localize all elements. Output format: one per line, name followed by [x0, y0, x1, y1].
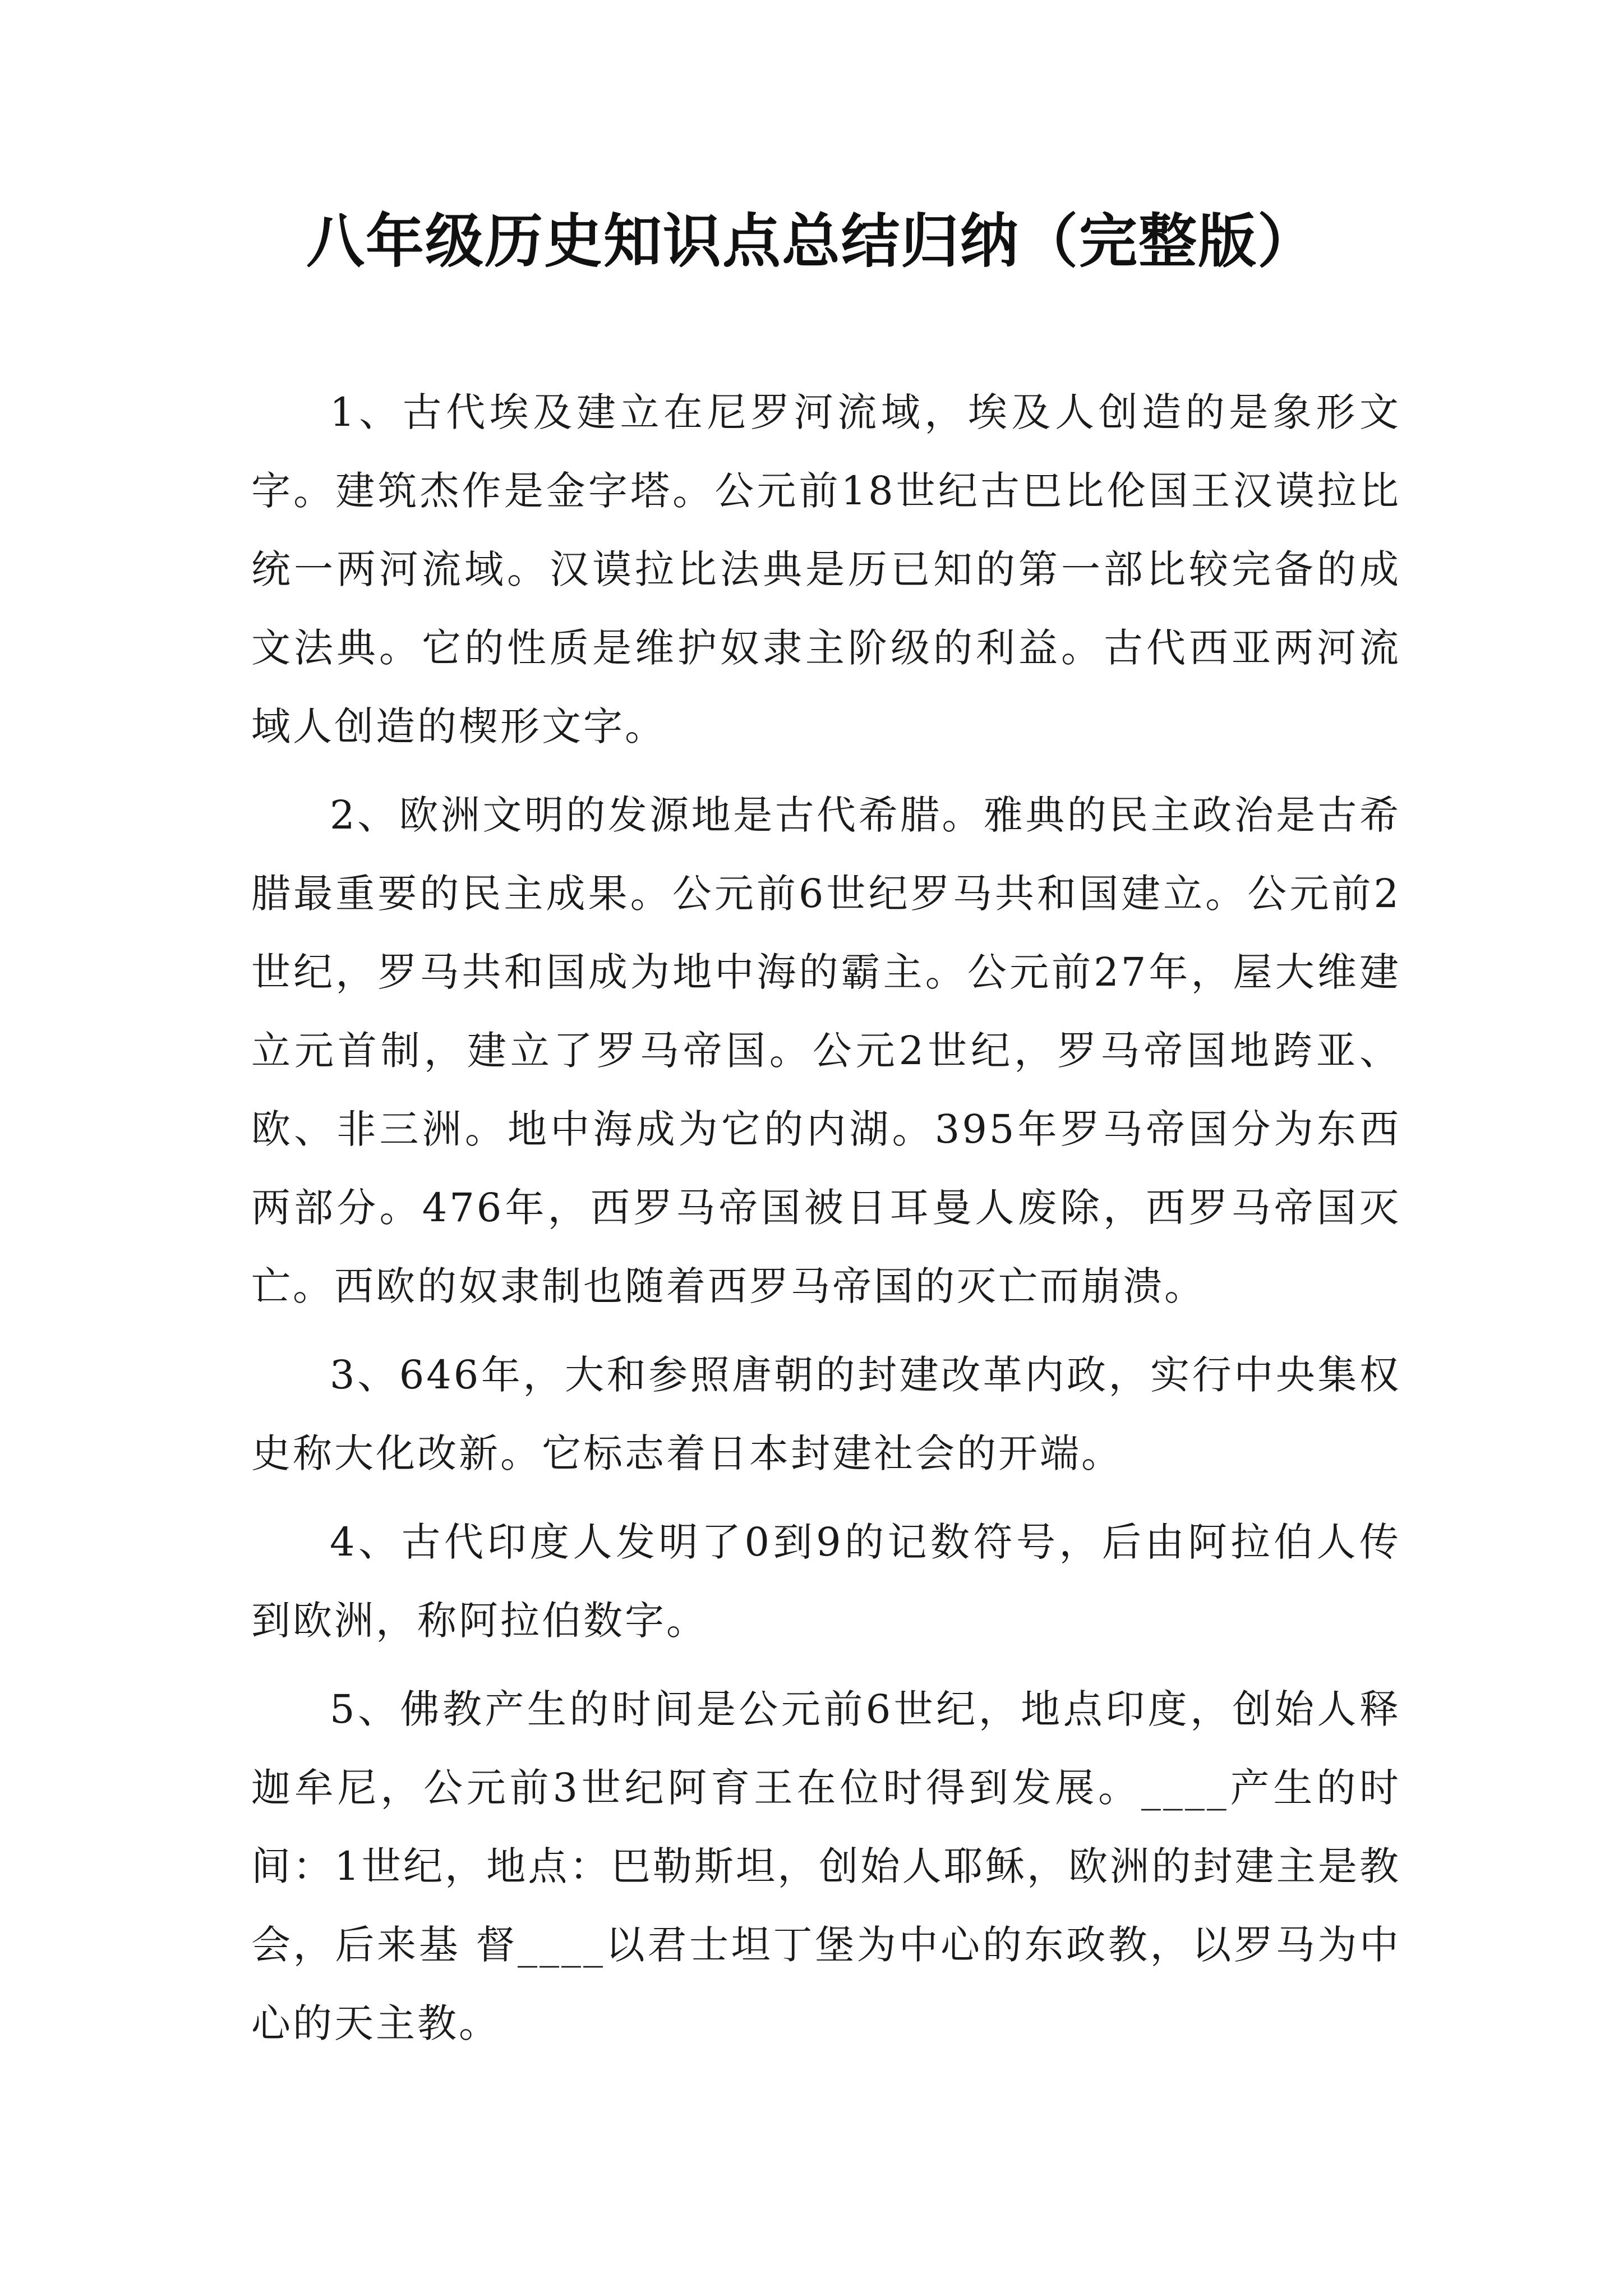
document-body [251, 373, 1401, 2073]
paragraph-5: 5、佛教产生的时间是公元前6世纪，地点印度，创始人释迦牟尼，公元前3世纪阿育王在位时得到发展。____产生的时间：1世纪，地点：巴勒斯坦，创始人耶稣，欧洲的封建主是教会，后来基 督____以君士坦丁堡为中心的东政教，以罗马为中心的天主教。 [251, 1686, 1401, 2046]
paragraph-1: 1、古代埃及建立在尼罗河流域，埃及人创造的是象形文字。建筑杰作是金字塔。公元前18世纪古巴比伦国王汉谟拉比统一两河流域。汉谟拉比法典是历已知的第一部比较完备的成文法典。它的性质是维护奴隶主阶级的利益。古代西亚两河流域人创造的楔形文字。 [251, 389, 1401, 749]
paragraph-4: 4、古代印度人发明了0到9的记数符号，后由阿拉伯人传到欧洲，称阿拉伯数字。 [251, 1519, 1401, 1644]
paragraph-2: 2、欧洲文明的发源地是古代希腊。雅典的民主政治是古希腊最重要的民主成果。公元前6世纪罗马共和国建立。公元前2世纪，罗马共和国成为地中海的霸主。公元前27年，屋大维建立元首制，建立了罗马帝国。公元2世纪，罗马帝国地跨亚、欧、非三洲。地中海成为它的内湖。395年罗马帝国分为东西两部分。476年，西罗马帝国被日耳曼人废除，西罗马帝国灭亡。西欧的奴隶制也随着西罗马帝国的灭亡而崩溃。 [251, 792, 1401, 1309]
paragraph-3: 3、646年，大和参照唐朝的封建改革内政，实行中央集权史称大化改新。它标志着日本封建社会的开端。 [251, 1352, 1401, 1476]
document-title: 八年级历史知识点总结归纳（完整版） [306, 207, 1317, 275]
